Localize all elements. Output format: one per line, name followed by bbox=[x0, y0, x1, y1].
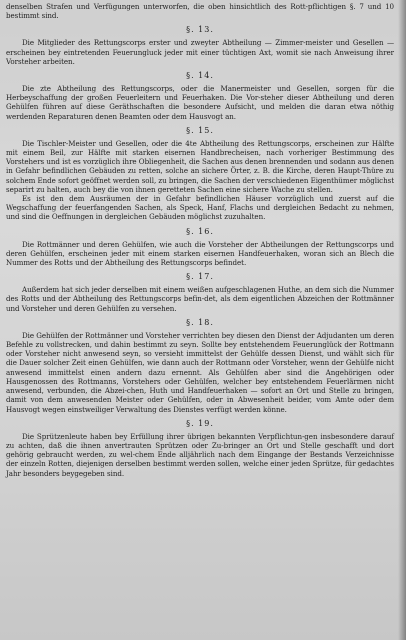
section-15-text-2: Es ist den dem Ausräumen der in Gefahr befindlichen Häuser vorzüglich und zuerst auf die Wegschaffung der feuerfangenden Sachen, als Speck, Hanf, Flachs und dergleichen Bedacht zu nehmen, und sind die Oeffnungen in dergleichen Gebäuden möglichst zuzuhalten. bbox=[6, 194, 394, 222]
section-13-text: Die Mitglieder des Rettungscorps erster und zweyter Abtheilung — Zimmer-meister und Gesellen — erscheinen bey eintretenden Feuerungluck jeder mit einer tüchtigen Axt, womit sie nach Anweisung ihrer Vorsteher arbeiten. bbox=[6, 38, 394, 66]
section-heading-19: §. 19. bbox=[186, 418, 214, 428]
section-heading-17: §. 17. bbox=[186, 272, 214, 282]
section-15-text: Die Tischler-Meister und Gesellen, oder die 4te Abtheilung des Rettungscorps, erscheinen zur Hälfte mit einem Beil, zur Hälfte mit starken eisernen Handbrecheisen, nach vorheriger Bestimmung des Vorstehers und ist es vorzüglich ihre Obliegenheit, die Sachen aus denen brennenden und sodann aus denen in Gefahr befindlichen Gebäuden zu retten, solche an sichere Örter, z. B. die Kirche, deren Haupt-Thüre zu solchem Ende sofort geöffnet werden soll, zu bringen, die Sachen der verschiedenen Eigenthümer möglichst separirt zu halten, auch bey die von ihnen geretteten Sachen eine sichere Wache zu stellen. bbox=[6, 138, 394, 194]
section-14-text: Die zte Abtheilung des Rettungscorps, oder die Manermeister und Gesellen, sorgen für die Herbeyschaffung der großen Feuerleitern und Feuerhaken. Die Vor-steher dieser Abtheilung und deren Gehülfen führen auf diese Geräthschaften die besondere Aufsicht, und melden die daran etwa nöthig werdenden Reparaturen denen Beamten oder dem Hausvogt an. bbox=[6, 84, 394, 121]
page-edge-shadow bbox=[398, 0, 406, 640]
section-heading-14: §. 14. bbox=[186, 71, 214, 81]
opening-fragment: denselben Strafen und Verfügungen unterworfen, die oben hinsichtlich des Rott-pflichtigen §. 7 und 10 bestimmt sind. bbox=[6, 2, 394, 21]
section-heading-15: §. 15. bbox=[186, 125, 214, 135]
section-17-text: Außerdem hat sich jeder derselben mit einem weißen aufgeschlagenen Huthe, an dem sich die Nummer des Rotts und der Abtheilung des Rettungscorps befin-det, als dem eigentlichen Abzeichen der Rottmänner und Vorsteher und deren Gehülfen zu versehen. bbox=[6, 285, 394, 313]
section-heading-18: §. 18. bbox=[186, 317, 214, 327]
section-18-text: Die Gehülfen der Rottmänner und Vorsteher verrichten bey diesen den Dienst der Adjudanten um deren Befehle zu vollstrecken, und dahin bestimmt zu seyn. Sollte bey entstehendem Feuerunglück der Rottmann oder Vorsteher nicht anwesend seyn, so versieht immittelst der Gehülfe dessen Dienst, und wählt sich für die Dauer solcher Zeit einen Gehülfen, wie dann auch der Rottmann oder Vorsteher, wenn der Gehülfe nicht anwesend immittelst einen andern dazu ernennt. Als Gehülfen aber sind die Angehörigen oder Hausgenossen des Rottmanns, Vorstehers oder Gehülfen, welcher bey entstehendem Feuerlärmen nicht anwesend, verbunden, die Abzei-chen, Huth und Handfeuerhaken — sofort an Ort und Stelle zu bringen, damit von dem anwesenden Meister oder Gehülfen, oder in Abwesenheit beider, vom Amte oder dem Hausvogt wegen einstweiliger Verwaltung des Dienstes verfügt werden könne. bbox=[6, 330, 394, 414]
section-19-text: Die Sprützenleute haben bey Erfüllung ihrer übrigen bekannten Verpflichtun-gen insbesondere darauf zu achten, daß die ihnen anvertrauten Sprützen oder Zu-bringer an Ort und Stelle geschafft und dort gehörig gebraucht werden, zu wel-chem Ende alljährlich nach dem Eingange der Bestands Verzeichnisse der einzeln Rotten, diejenigen derselben bestimmt werden sollen, welche einer jeden Sprütze, für gedachtes Jahr besonders beygegeben sind. bbox=[6, 431, 394, 478]
section-heading-13: §. 13. bbox=[186, 25, 214, 35]
section-heading-16: §. 16. bbox=[186, 226, 214, 236]
section-16-text: Die Rottmänner und deren Gehülfen, wie auch die Vorsteher der Abtheilungen der Rettungscorps und deren Gehülfen, erscheinen jeder mit einem starken eisernen Handfeuerhaken, woran sich an Blech die Nummer des Rotts und der Abtheilung des Rettungscorps befindet. bbox=[6, 239, 394, 268]
